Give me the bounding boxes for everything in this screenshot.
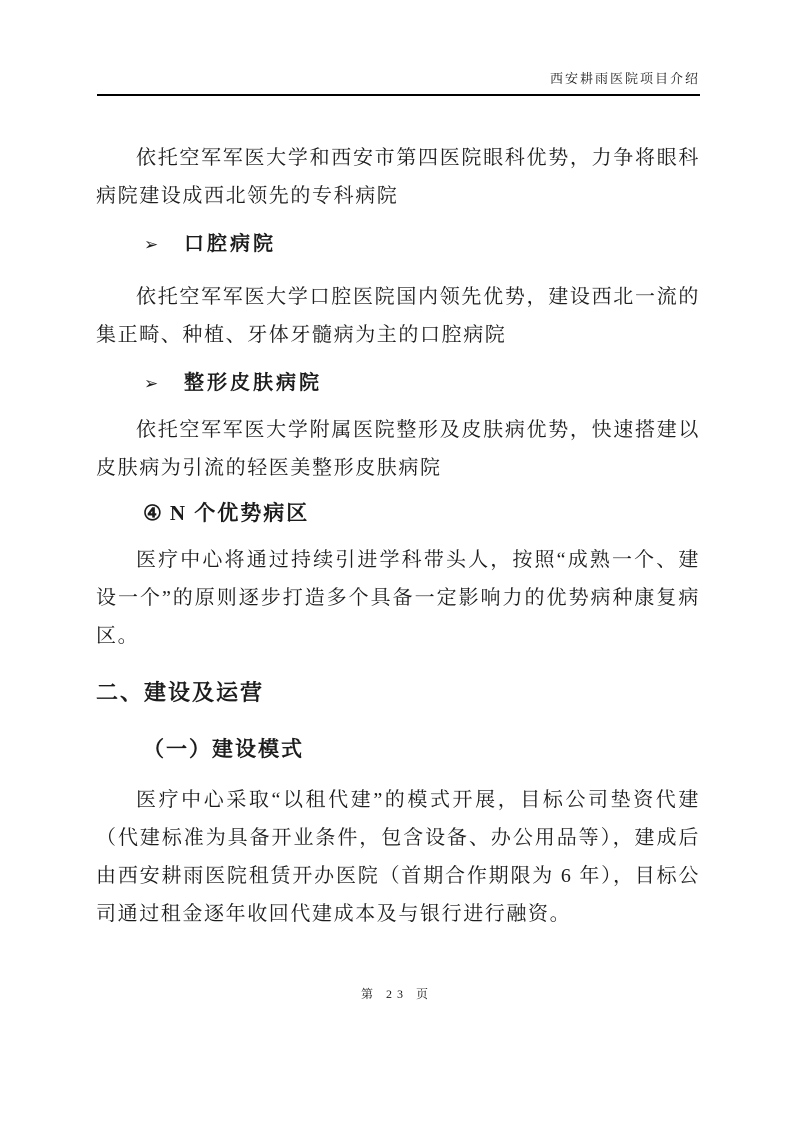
- page-header: [97, 68, 700, 96]
- paragraph-plastic-skin-hospital: 依托空军军医大学附属医院整形及皮肤病优势，快速搭建以皮肤病为引流的轻医美整形皮肤病院: [96, 419, 700, 479]
- bullet-heading-plastic-skin: [96, 364, 700, 403]
- heading-construction-mode: （一）建设模式: [143, 737, 304, 761]
- paragraph-construction-mode: 医疗中心采取“以租代建”的模式开展，目标公司垫资代建（代建标准为具备开业条件，包含设备、办公用品等），建成后由西安耕雨医院租赁开办医院（首期合作期限为 6 年），目标公司通过租金逐年收回代建成本及与银行进行融资。: [96, 789, 700, 925]
- heading-n-advantage-wards-label: N 个优势病区: [169, 501, 310, 525]
- heading-construction-and-operation: 二、建设及运营: [96, 680, 265, 705]
- bullet-heading-dental: [96, 225, 700, 264]
- heading-n-advantage-wards: [96, 493, 700, 533]
- circled-four-icon: ④: [143, 501, 164, 525]
- document-content: [96, 139, 700, 933]
- paragraph-n-advantage-wards: 医疗中心将通过持续引进学科带头人，按照“成熟一个、建设一个”的原则逐步打造多个具备一定影响力的优势病种康复病区。: [96, 549, 700, 647]
- bullet-heading-plastic-skin-label: 整形皮肤病院: [184, 372, 322, 394]
- paragraph-eye-hospital: 依托空军军医大学和西安市第四医院眼科优势，力争将眼科病院建设成西北领先的专科病院: [96, 147, 700, 207]
- bullet-heading-dental-label: 口腔病院: [184, 233, 276, 255]
- header-title: 西安耕雨医院项目介绍: [549, 71, 700, 86]
- arrow-bullet-icon: ➢: [144, 235, 159, 254]
- page-footer: [0, 985, 794, 1002]
- page-number: 第 23 页: [360, 987, 433, 1001]
- arrow-bullet-icon: ➢: [144, 374, 159, 393]
- paragraph-dental-hospital: 依托空军军医大学口腔医院国内领先优势，建设西北一流的集正畸、种植、牙体牙髓病为主的口腔病院: [96, 286, 700, 346]
